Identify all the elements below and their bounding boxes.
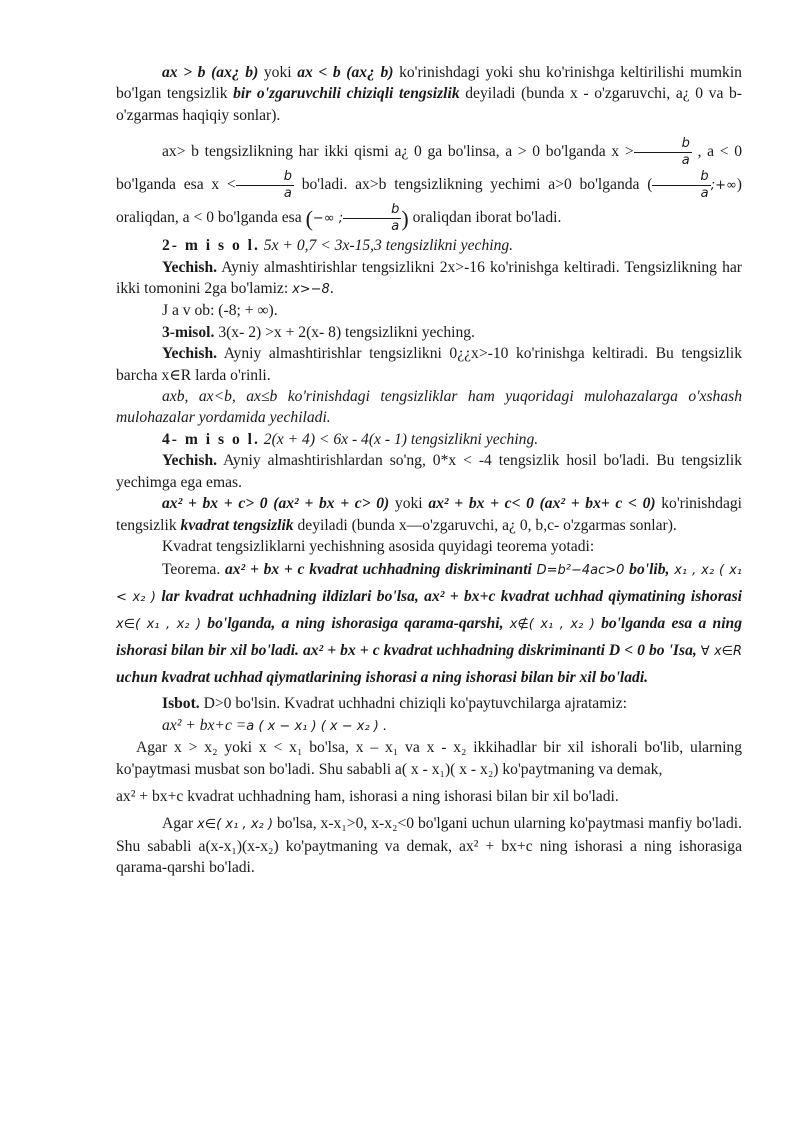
text: Ayniy almashtirishlardan so'ng, 0*x < -4 tengsizlik hosil bo'ladi. Bu tengsizlik yechimga ega emas. <box>116 452 742 491</box>
interval-in: x∈( x₁ , x₂ ) <box>116 617 202 633</box>
interval-not-in: x∉( x₁ , x₂ ) <box>509 617 595 633</box>
example-3-label: 3-misol. <box>162 323 215 341</box>
example-3-solution <box>116 343 742 386</box>
theorem-text: bo'lib, <box>629 561 675 579</box>
example-3-task <box>116 322 742 343</box>
text: bo'lsa, x-x₁>0, x-x₂<0 bo'lgani uchun ularning ko'paytmasi manfiy bo'ladi. Shu sababli a(x-x₁)(x-x₂) ko'paytmaning va demak, ax² + bx+c ning ishorasi a ning ishorasiga qarama-qarshi bo'ladi. <box>116 815 743 877</box>
text: D>0 bo'lsin. Kvadrat uchhadni chiziqli ko'paytuvchilarga ajratamiz: <box>199 695 627 713</box>
text: ax> b tengsizlikning har ikki qismi a¿ 0 ga bo'linsa, a > 0 bo'lganda x > <box>162 143 634 161</box>
text: Agar <box>162 815 198 833</box>
interval-in: x∈( x₁ , x₂ ) <box>197 817 274 833</box>
theorem-text: uchun kvadrat uchhad qiymatlarining ishorasi a ning ishorasi bilan bir xil bo'ladi. <box>116 669 649 687</box>
example-4-task <box>116 429 742 450</box>
fraction-b-over-a: $\frac{b}{a}$ <box>343 202 401 235</box>
text: Ayniy almashtirishlar tengsizlikni 2x>-16 ko'rinishga keltiradi. Tengsizlikning har ikki tomonini 2ga bo'lamiz: <box>116 258 742 298</box>
paragraph-quadratic-definition <box>116 493 742 536</box>
note-other-forms: axb, ax<b, ax≤b ko'rinishdagi tengsizliklar ham yuqoridagi mulohazalarga o'xshash mulohazalar yordamida yechiladi. <box>116 388 742 427</box>
interval-plus-infinity: ;+∞ <box>710 178 737 194</box>
text: Ayniy almashtirishlar tengsizlikni 0¿¿x>-10 ko'rinishga keltiradi. Bu tengsizlik barcha x∈R larda o'rinli. <box>116 345 742 384</box>
paragraph-linear-definition <box>116 62 742 126</box>
paragraph-theorem-intro: Kvadrat tengsizliklarni yechishning asosida quyidagi teorema yotadi: <box>162 537 595 555</box>
proof-case-inside <box>116 813 742 878</box>
term-linear-inequality: bir o'zgaruvchili chiziqli tengsizlik <box>233 85 460 103</box>
quadratic-expression: ax² + bx+c = <box>162 716 247 734</box>
example-4-label: 4- m i s o l. <box>162 430 260 448</box>
interval-minus-infinity: −∞ ; <box>312 211 344 227</box>
proof-factorization <box>116 715 742 737</box>
linear-inequality-form: ax > b (ax¿ b) <box>162 64 259 81</box>
theorem-label: Teorema. <box>162 561 221 579</box>
theorem-text: lar kvadrat uchhadning ildizlari bo'lsa, ax² + bx+c kvadrat uchhad qiymatining ishorasi <box>156 588 742 606</box>
linear-inequality-form-2: ax < b (ax¿ b) <box>297 64 394 81</box>
proof-case-outside-conclusion: ax² + bx+c kvadrat uchhadning ham, ishorasi a ning ishorasi bilan bir xil bo'ladi. <box>116 787 619 805</box>
solution-label: Yechish. <box>162 345 218 363</box>
example-2-inequality: 5x + 0,7 < 3x-15,3 tengsizlikni yeching. <box>259 237 514 255</box>
example-4-inequality: 2(x + 4) < 6x - 4(x - 1) tengsizlikni yeching. <box>259 430 539 448</box>
document-page <box>116 62 742 879</box>
example-4-solution <box>116 450 742 493</box>
text: ko'rinishdagi tengsizlik <box>116 495 743 534</box>
example-2-answer: J a v ob: (-8; + ∞). <box>162 302 278 320</box>
quadratic-form: ax² + bx + c> 0 (ax² + bx + c> 0) <box>162 495 390 513</box>
example-2-task <box>116 235 742 256</box>
example-2-label: 2- m i s o l. <box>162 237 260 255</box>
factored-form: a ( x − x₁ ) ( x − x₂ ) . <box>246 718 388 734</box>
quadratic-form-2: ax² + bx + c< 0 (ax² + bx+ c < 0) <box>428 495 656 513</box>
roots-notation: x₁ , x₂ ( x₁ < x₂ ) <box>116 563 743 606</box>
fraction-b-over-a: $\frac{b}{a}$ <box>634 136 692 169</box>
forall-notation: ∀ x∈R <box>700 644 743 660</box>
term-quadratic-inequality: kvadrat tengsizlik <box>180 516 294 534</box>
fraction-b-over-a: $\frac{b}{a}$ <box>652 169 710 202</box>
paren-right: ) <box>401 206 409 232</box>
example-2-solution: Yechish. Ayniy almashtirishlar tengsizlikni 2x>-16 ko'rinishga keltiradi. Tengsizlikning har ikki tomonini 2ga bo'lamiz: x>−8. <box>116 258 742 298</box>
text: yoki <box>389 495 429 513</box>
paren-left: ( <box>305 206 313 232</box>
solution-label: Yechish. <box>162 452 218 470</box>
text: deyiladi (bunda x—o'zgaruvchi, a¿ 0, b,c- o'zgarmas sonlar). <box>293 516 677 534</box>
text: , a < 0 bo'lganda esa x < <box>116 143 742 194</box>
fraction-b-over-a: $\frac{b}{a}$ <box>236 169 294 202</box>
paragraph-linear-solution <box>116 136 742 235</box>
theorem <box>116 557 742 691</box>
text: yoki <box>258 64 298 81</box>
proof-case-outside: Agar x > x₂ yoki x < x₁ bo'lsa, x – x₁ va x - x₂ ikkihadlar bir xil ishorali bo'lib, ularning ko'paytmasi musbat son bo'ladi. Shu sababli a( x - x₁)( x - x₂) ko'paytmaning va demak, <box>116 739 742 778</box>
text: deyiladi (bunda x - o'zgaruvchi, a¿ 0 va b- o'zgarmas haqiqiy sonlar). <box>116 85 742 124</box>
text: oraliqdan iborat bo'ladi. <box>408 209 562 227</box>
discriminant-formula: D=b²−4ac>0 <box>536 563 625 579</box>
proof-label: Isbot. <box>162 695 200 713</box>
example-3-inequality: 3(x- 2) >x + 2(x- 8) tengsizlikni yeching. <box>214 323 475 341</box>
text: bo'ladi. ax>b tengsizlikning yechimi a>0 bo'lganda ( <box>293 176 653 194</box>
text: ko'rinishdagi yoki shu ko'rinishga keltirilishi mumkin bo'lgan tengsizlik <box>116 64 742 103</box>
solution-math: x>−8 <box>292 282 330 298</box>
theorem-text: bo'lganda esa a ning ishorasi bilan bir xil bo'ladi. ax² + bx + c kvadrat uchhadning diskriminanti D < 0 bo 'Isa, <box>116 615 743 660</box>
theorem-text: ax² + bx + c kvadrat uchhadning diskriminanti <box>220 561 537 579</box>
solution-label: Yechish. <box>162 258 218 276</box>
theorem-text: bo'lganda, a ning ishorasiga qarama-qarshi, <box>201 615 510 633</box>
text: ) oraliqdan, a < 0 bo'lganda esa <box>116 176 742 227</box>
proof <box>116 693 742 714</box>
